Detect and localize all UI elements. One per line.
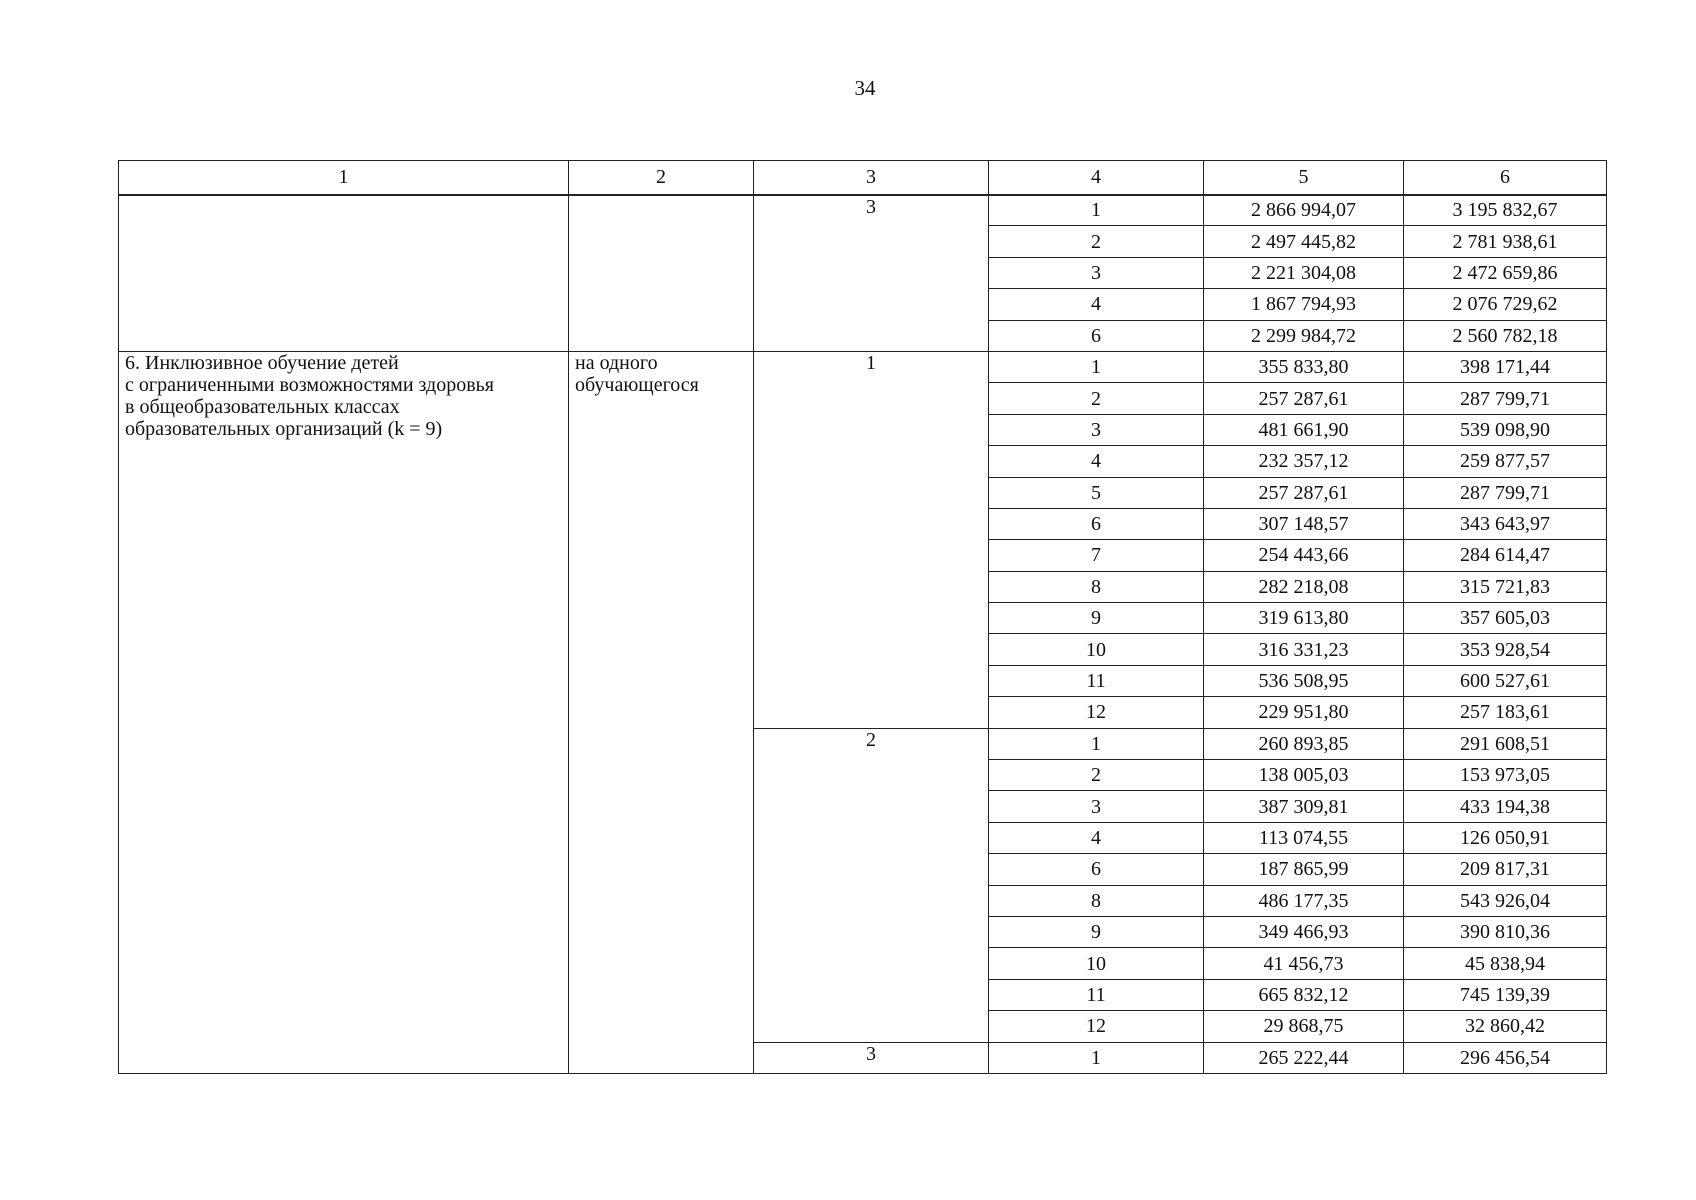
value-cell: 32 860,42 <box>1404 1011 1607 1042</box>
value-cell: 260 893,85 <box>1204 728 1404 759</box>
index-cell: 6 <box>989 508 1204 539</box>
value-cell: 536 508,95 <box>1204 665 1404 696</box>
group-cell: 2 <box>754 728 989 1042</box>
indicator-name-line: с ограниченными возможностями здоровья <box>125 373 494 396</box>
index-cell: 12 <box>989 697 1204 728</box>
value-cell: 315 721,83 <box>1404 571 1607 602</box>
value-cell: 745 139,39 <box>1404 979 1607 1010</box>
header-cell: 4 <box>989 161 1204 195</box>
index-cell: 8 <box>989 571 1204 602</box>
group-cell: 3 <box>754 195 989 352</box>
value-cell: 209 817,31 <box>1404 854 1607 885</box>
value-cell: 307 148,57 <box>1204 508 1404 539</box>
value-cell: 257 287,61 <box>1204 477 1404 508</box>
value-cell: 229 951,80 <box>1204 697 1404 728</box>
index-cell: 6 <box>989 320 1204 351</box>
value-cell: 600 527,61 <box>1404 665 1607 696</box>
value-cell: 387 309,81 <box>1204 791 1404 822</box>
index-cell: 1 <box>989 1042 1204 1073</box>
header-cell: 5 <box>1204 161 1404 195</box>
index-cell: 5 <box>989 477 1204 508</box>
value-cell: 2 497 445,82 <box>1204 226 1404 257</box>
indicator-name-cell <box>119 195 569 352</box>
value-cell: 343 643,97 <box>1404 508 1607 539</box>
index-cell: 3 <box>989 257 1204 288</box>
unit-cell <box>569 195 754 352</box>
page-number: 34 <box>854 76 876 100</box>
value-cell: 232 357,12 <box>1204 446 1404 477</box>
unit-line: обучающегося <box>575 373 699 396</box>
value-cell: 259 877,57 <box>1404 446 1607 477</box>
value-cell: 284 614,47 <box>1404 540 1607 571</box>
value-cell: 41 456,73 <box>1204 948 1404 979</box>
value-cell: 2 560 782,18 <box>1404 320 1607 351</box>
index-cell: 2 <box>989 226 1204 257</box>
indicator-name-cell <box>119 351 569 1073</box>
indicator-name-line: в общеобразовательных классах <box>125 395 400 418</box>
value-cell: 113 074,55 <box>1204 822 1404 853</box>
group-cell: 1 <box>754 351 989 728</box>
value-cell: 486 177,35 <box>1204 885 1404 916</box>
value-cell: 316 331,23 <box>1204 634 1404 665</box>
value-cell: 287 799,71 <box>1404 477 1607 508</box>
value-cell: 3 195 832,67 <box>1404 195 1607 226</box>
index-cell: 12 <box>989 1011 1204 1042</box>
value-cell: 357 605,03 <box>1404 603 1607 634</box>
index-cell: 8 <box>989 885 1204 916</box>
value-cell: 254 443,66 <box>1204 540 1404 571</box>
index-cell: 1 <box>989 728 1204 759</box>
index-cell: 2 <box>989 760 1204 791</box>
unit-line: на одного <box>575 351 658 374</box>
value-cell: 390 810,36 <box>1404 916 1607 947</box>
header-cell: 2 <box>569 161 754 195</box>
value-cell: 355 833,80 <box>1204 351 1404 382</box>
value-cell: 2 472 659,86 <box>1404 257 1607 288</box>
value-cell: 2 221 304,08 <box>1204 257 1404 288</box>
value-cell: 2 299 984,72 <box>1204 320 1404 351</box>
unit-cell <box>569 351 754 1073</box>
index-cell: 3 <box>989 414 1204 445</box>
value-cell: 29 868,75 <box>1204 1011 1404 1042</box>
index-cell: 10 <box>989 634 1204 665</box>
indicator-name-line: 6. Инклюзивное обучение детей <box>125 351 399 374</box>
header-cell: 3 <box>754 161 989 195</box>
index-cell: 9 <box>989 603 1204 634</box>
value-cell: 282 218,08 <box>1204 571 1404 602</box>
group-cell: 3 <box>754 1042 989 1073</box>
index-cell: 2 <box>989 383 1204 414</box>
header-cell: 6 <box>1404 161 1607 195</box>
value-cell: 257 183,61 <box>1404 697 1607 728</box>
value-cell: 665 832,12 <box>1204 979 1404 1010</box>
index-cell: 11 <box>989 979 1204 1010</box>
data-table <box>118 160 1607 1074</box>
value-cell: 1 867 794,93 <box>1204 289 1404 320</box>
value-cell: 187 865,99 <box>1204 854 1404 885</box>
value-cell: 153 973,05 <box>1404 760 1607 791</box>
indicator-name-line: образовательных организаций (k = 9) <box>125 417 443 440</box>
table-row <box>119 351 1607 382</box>
index-cell: 4 <box>989 822 1204 853</box>
index-cell: 4 <box>989 446 1204 477</box>
header-row <box>119 161 1607 195</box>
index-cell: 3 <box>989 791 1204 822</box>
table-row <box>119 195 1607 226</box>
value-cell: 543 926,04 <box>1404 885 1607 916</box>
index-cell: 7 <box>989 540 1204 571</box>
value-cell: 539 098,90 <box>1404 414 1607 445</box>
value-cell: 433 194,38 <box>1404 791 1607 822</box>
value-cell: 481 661,90 <box>1204 414 1404 445</box>
value-cell: 265 222,44 <box>1204 1042 1404 1073</box>
index-cell: 6 <box>989 854 1204 885</box>
value-cell: 257 287,61 <box>1204 383 1404 414</box>
index-cell: 1 <box>989 195 1204 226</box>
value-cell: 353 928,54 <box>1404 634 1607 665</box>
index-cell: 10 <box>989 948 1204 979</box>
value-cell: 398 171,44 <box>1404 351 1607 382</box>
index-cell: 9 <box>989 916 1204 947</box>
value-cell: 45 838,94 <box>1404 948 1607 979</box>
value-cell: 287 799,71 <box>1404 383 1607 414</box>
value-cell: 349 466,93 <box>1204 916 1404 947</box>
index-cell: 11 <box>989 665 1204 696</box>
value-cell: 2 781 938,61 <box>1404 226 1607 257</box>
value-cell: 138 005,03 <box>1204 760 1404 791</box>
value-cell: 2 866 994,07 <box>1204 195 1404 226</box>
value-cell: 291 608,51 <box>1404 728 1607 759</box>
index-cell: 4 <box>989 289 1204 320</box>
value-cell: 319 613,80 <box>1204 603 1404 634</box>
value-cell: 126 050,91 <box>1404 822 1607 853</box>
index-cell: 1 <box>989 351 1204 382</box>
value-cell: 296 456,54 <box>1404 1042 1607 1073</box>
header-cell: 1 <box>119 161 569 195</box>
value-cell: 2 076 729,62 <box>1404 289 1607 320</box>
